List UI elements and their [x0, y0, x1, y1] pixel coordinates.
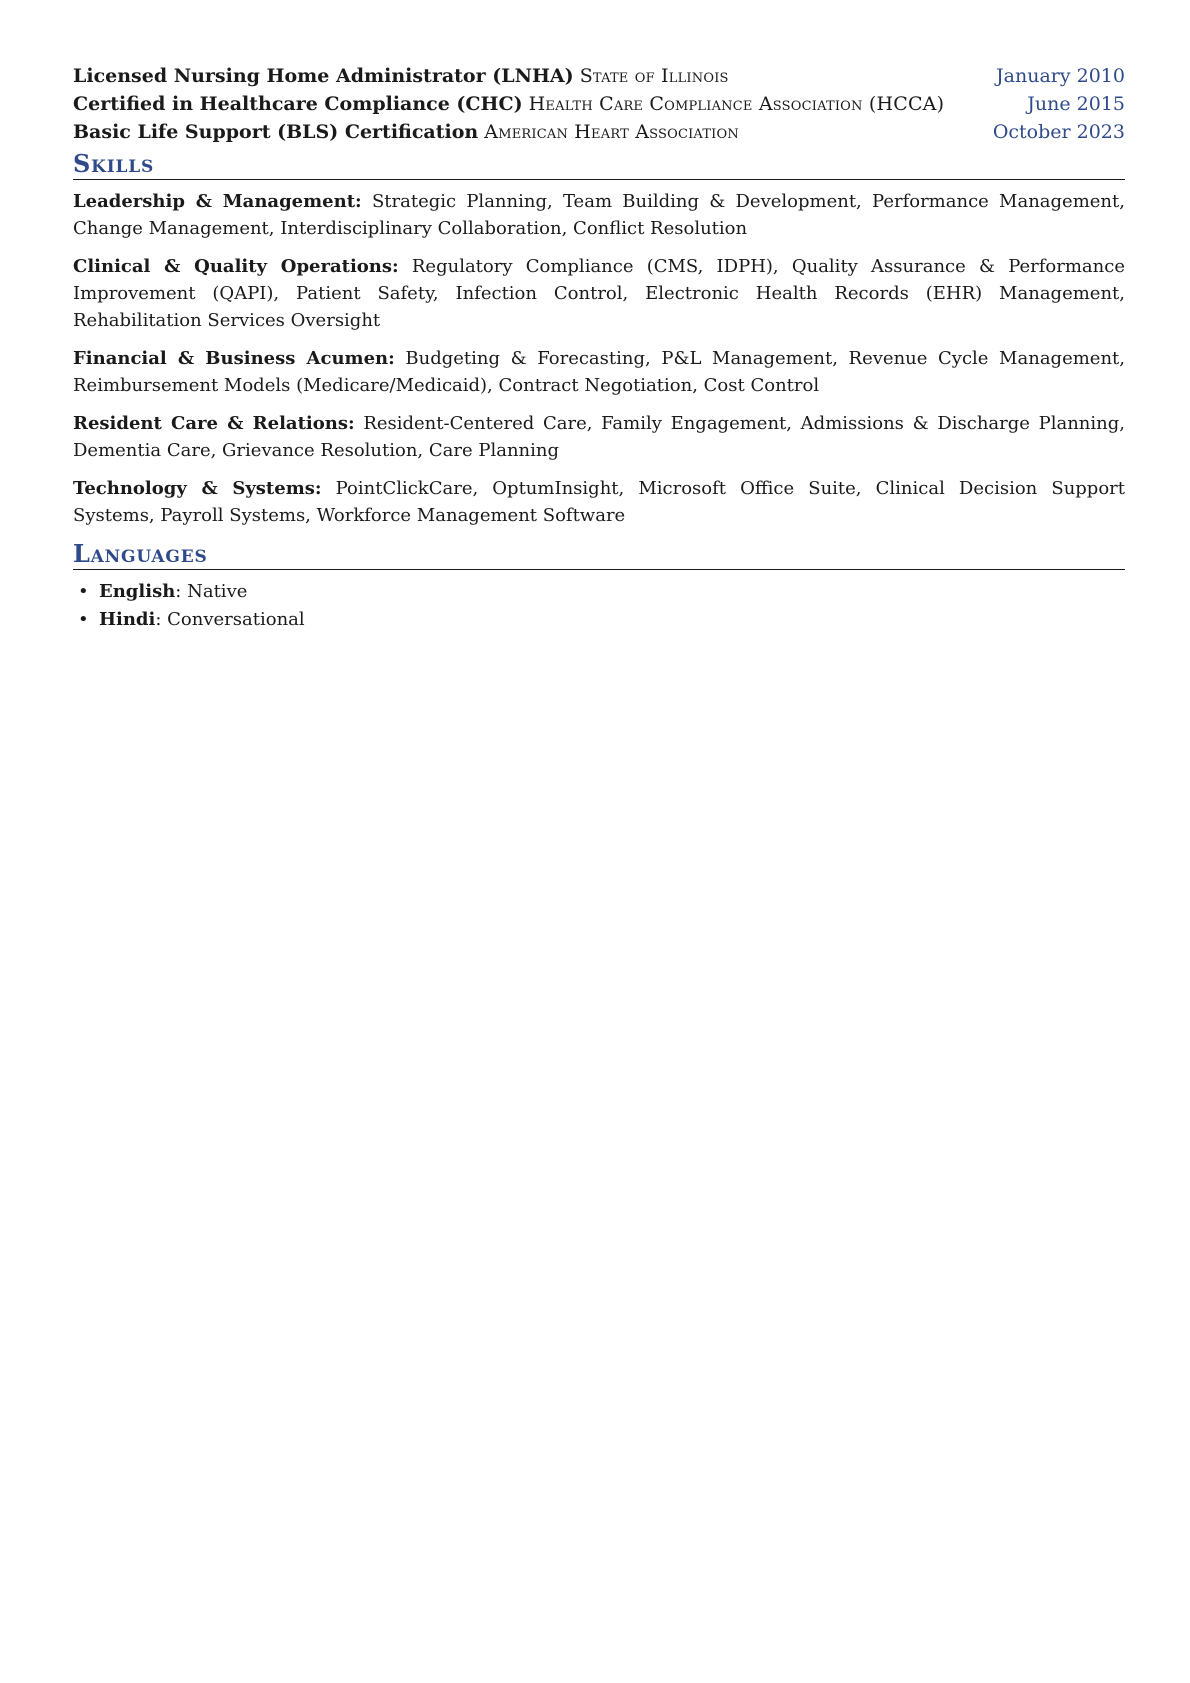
skill-category-label: Clinical & Quality Operations: — [73, 256, 399, 277]
skill-category-label: Leadership & Management: — [73, 191, 362, 212]
list-item: • English: Native — [73, 578, 1125, 606]
resume-page — [73, 62, 1125, 634]
certification-name: Basic Life Support (BLS) Certification — [73, 121, 479, 143]
skills-heading: Skills — [73, 150, 1125, 180]
skill-category-text: Regulatory Compliance (CMS, IDPH), Quality Assurance & Performance Improvement (QAPI), Patient Safety, Infection Control, Electronic Health Records (EHR) Management, Rehabilitation Services Oversight — [73, 256, 1125, 331]
certifications-list — [73, 62, 1125, 146]
certification-row — [73, 62, 1125, 90]
language-name: English — [99, 581, 176, 602]
certification-date: June 2015 — [1027, 93, 1125, 115]
languages-heading: Languages — [73, 540, 1125, 570]
certification-date: January 2010 — [996, 65, 1125, 87]
certification-issuer: State of Illinois — [579, 65, 729, 87]
skills-section — [73, 188, 1125, 529]
skill-category-text: PointClickCare, OptumInsight, Microsoft Office Suite, Clinical Decision Support Systems, Payroll Systems, Workforce Management Software — [73, 478, 1126, 526]
skill-category-label: Resident Care & Relations: — [73, 413, 355, 434]
skill-category-text: Strategic Planning, Team Building & Development, Performance Management, Change Management, Interdisciplinary Collaboration, Conflict Resolution — [73, 191, 1125, 239]
certification-issuer: American Heart Association — [484, 121, 739, 143]
language-level: Conversational — [167, 609, 305, 630]
certification-row — [73, 90, 1125, 118]
skill-category — [73, 475, 1125, 529]
certification-name: Licensed Nursing Home Administrator (LNHA) — [73, 65, 574, 87]
certification-name: Certified in Healthcare Compliance (CHC) — [73, 93, 523, 115]
skill-category-text: Budgeting & Forecasting, P&L Management, Revenue Cycle Management, Reimbursement Models (Medicare/Medicaid), Contract Negotiation, Cost Control — [73, 348, 1125, 396]
skill-category — [73, 410, 1125, 464]
skill-category — [73, 345, 1125, 399]
skill-category-label: Financial & Business Acumen: — [73, 348, 395, 369]
certification-date: October 2023 — [992, 121, 1125, 143]
skill-category — [73, 188, 1125, 242]
certification-row — [73, 118, 1125, 146]
skill-category-label: Technology & Systems: — [73, 478, 322, 499]
bullet-icon: • — [78, 609, 89, 630]
bullet-icon: • — [78, 581, 89, 602]
languages-list — [73, 578, 1125, 634]
skill-category-text: Resident-Centered Care, Family Engagement, Admissions & Discharge Planning, Dementia Care, Grievance Resolution, Care Planning — [73, 413, 1125, 461]
skill-category — [73, 253, 1125, 334]
certification-issuer: Health Care Compliance Association (HCCA) — [528, 93, 945, 115]
list-item: • Hindi: Conversational — [73, 606, 1125, 634]
language-name: Hindi — [99, 609, 156, 630]
language-level: Native — [187, 581, 248, 602]
